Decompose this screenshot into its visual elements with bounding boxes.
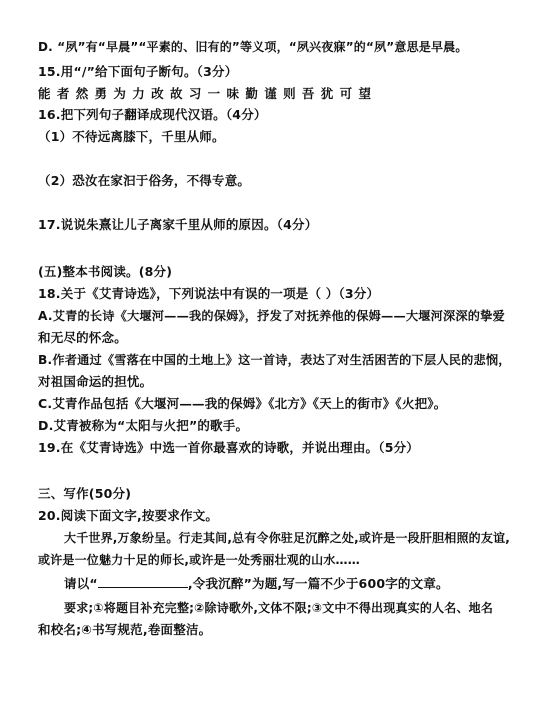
question-16: 16.把下列句子翻译成现代汉语。（4分） [38, 107, 267, 122]
section-5-heading: (五)整本书阅读。(8分) [38, 264, 173, 279]
question-15: 15.用“/”给下面句子断句。（3分） [38, 64, 238, 79]
prompt-paragraph-line-1: 大千世界,万象纷呈。行走其间,总有令你驻足沉醉之处,或许是一段肝胆相照的友谊, [64, 531, 511, 545]
question-18-option-c: C.艾青作品包括《大堰河——我的保姆》《北方》《天上的街市》《火把》。 [38, 396, 447, 411]
prompt-title-instruction [64, 576, 449, 592]
question-20: 20.阅读下面文字,按要求作文。 [38, 508, 219, 523]
question-17: 17.说说朱熹让儿子离家千里从师的原因。（4分） [38, 217, 318, 232]
section-3-heading: 三、写作(50分) [38, 486, 132, 501]
question-18-option-b-line-1: B.作者通过《雪落在中国的土地上》这一首诗，表达了对生活困苦的下层人民的悲悯， [38, 353, 511, 367]
requirements-line-2: 和校名;④书写规范,卷面整洁。 [38, 622, 212, 637]
question-18-option-b-line-2: 对祖国命运的担忧。 [38, 374, 153, 389]
title-blank [98, 577, 188, 588]
requirements-line-1: 要求;①将题目补充完整;②除诗歌外,文体不限;③文中不得出现真实的人名、地名 [64, 601, 494, 615]
title-prefix: 请以“ [64, 576, 98, 591]
question-18-option-d: D.艾青被称为“太阳与火把”的歌手。 [38, 418, 249, 433]
title-suffix: ,令我沉醉”为题,写一篇不少于600字的文章。 [187, 576, 449, 591]
question-16-item-1: （1）不待远离膝下，千里从师。 [38, 129, 225, 144]
question-15-text: 能 者 然 勇 为 力 改 故 习 一 味 勤 谨 则 吾 犹 可 望 [38, 86, 372, 101]
question-18-option-a-line-1: A.艾青的长诗《大堰河——我的保姆》，抒发了对抚养他的保姆——大堰河深深的挚爱 [38, 309, 505, 323]
question-18: 18.关于《艾青诗选》，下列说法中有误的一项是（ ）（3分） [38, 286, 380, 301]
question-19: 19.在《艾青诗选》中选一首你最喜欢的诗歌，并说出理由。（5分） [38, 440, 419, 455]
question-18-option-a-line-2: 和无尽的怀念。 [38, 330, 127, 345]
question-16-item-2: （2）恐汝在家汩于俗务，不得专意。 [38, 173, 251, 188]
option-d-line: D. “夙”有“早晨”“平素的、旧有的”等义项，“夙兴夜寐”的“夙”意思是早晨。 [38, 40, 468, 54]
prompt-paragraph-line-2: 或许是一位魅力十足的师长,或许是一处秀丽壮观的山水…… [38, 553, 360, 567]
